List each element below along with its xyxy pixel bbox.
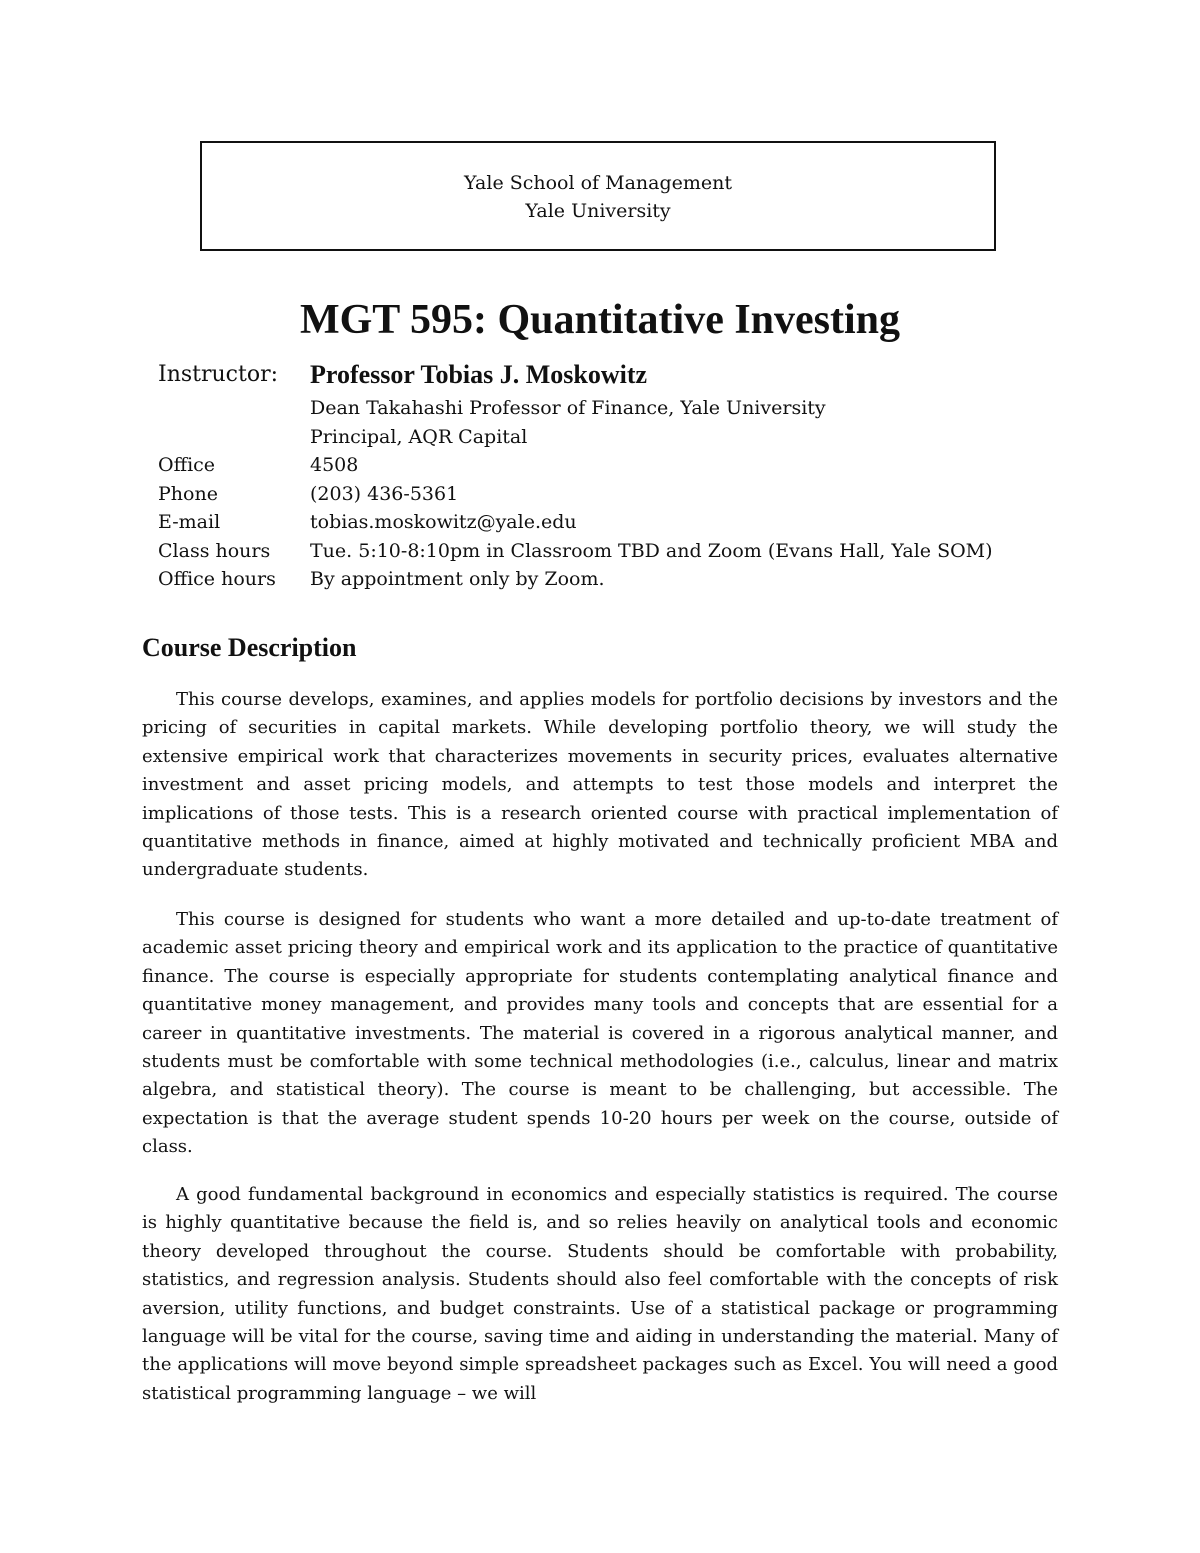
info-row-instructor [158,358,993,394]
university-name: Yale University [525,200,671,222]
info-value [310,358,993,394]
info-row-office-hours [158,565,993,594]
info-row-affiliation [158,423,993,452]
school-name: Yale School of Management [463,172,733,194]
paragraph-2: This course is designed for students who want a more detailed and up-to-date treatment of academic asset pricing theory and empirical work and its application to the practice of quantitative finance. The course is especially appropriate for students contemplating analytical finance and quantitative money management, and provides many tools and concepts that are essential for a career in quantitative investments. The material is covered in a rigorous analytical manner, and students must be comfortable with some technical methodologies (i.e., calculus, linear and matrix algebra, and statistical theory). The course is meant to be challenging, but accessible. The expectation is that the average student spends 10-20 hours per week on the course, outside of class. [142,909,1058,1158]
info-row-class-hours [158,537,993,566]
info-value: (203) 436-5361 [310,482,459,505]
info-row-email [158,508,993,537]
info-label: Class hours [158,539,271,562]
info-value: 4508 [310,454,359,476]
info-label: Office hours [158,568,276,590]
section-heading: Course Description [142,633,357,662]
info-value: By appointment only by Zoom. [310,568,605,590]
info-label [158,423,310,452]
info-label: Office [158,454,216,476]
info-value: tobias.moskowitz@yale.edu [310,511,577,533]
info-row-phone [158,480,993,509]
info-label: E-mail [158,511,221,533]
institution-header-box [200,141,996,251]
paragraph-1: This course develops, examines, and applies models for portfolio decisions by investors and the pricing of securities in capital markets. While developing portfolio theory, we will study the extensive empirical work that characterizes movements in security prices, evaluates alternative investment and asset pricing models, and attempts to test those models and interpret the implications of those tests. This is a research oriented course with practical implementation of quantitative methods in finance, aimed at highly motivated and technically proficient MBA and undergraduate students. [142,689,1058,881]
info-row-title [158,394,993,423]
info-value: Dean Takahashi Professor of Finance, Yale University [310,397,826,419]
info-label: Phone [158,482,218,505]
info-value: Principal, AQR Capital [310,425,528,448]
professor-name: Professor Tobias J. Moskowitz [310,360,648,389]
info-value: Tue. 5:10-8:10pm in Classroom TBD and Zoom (Evans Hall, Yale SOM) [310,539,993,562]
course-title: MGT 595: Quantitative Investing [299,297,901,343]
info-row-office [158,451,993,480]
info-label: Instructor: [158,362,279,387]
paragraph-3: A good fundamental background in economics and especially statistics is required. The course is highly quantitative because the field is, and so relies heavily on analytical tools and economic theory developed throughout the course. Students should be comfortable with probability, statistics, and regression analysis. Students should also feel comfortable with the concepts of risk aversion, utility functions, and budget constraints. Use of a statistical package or programming language will be vital for the course, saving time and aiding in understanding the material. Many of the applications will move beyond simple spreadsheet packages such as Excel. You will need a good statistical programming language – we will [142,1184,1058,1404]
instructor-info-table [158,358,993,594]
info-label [158,394,310,423]
